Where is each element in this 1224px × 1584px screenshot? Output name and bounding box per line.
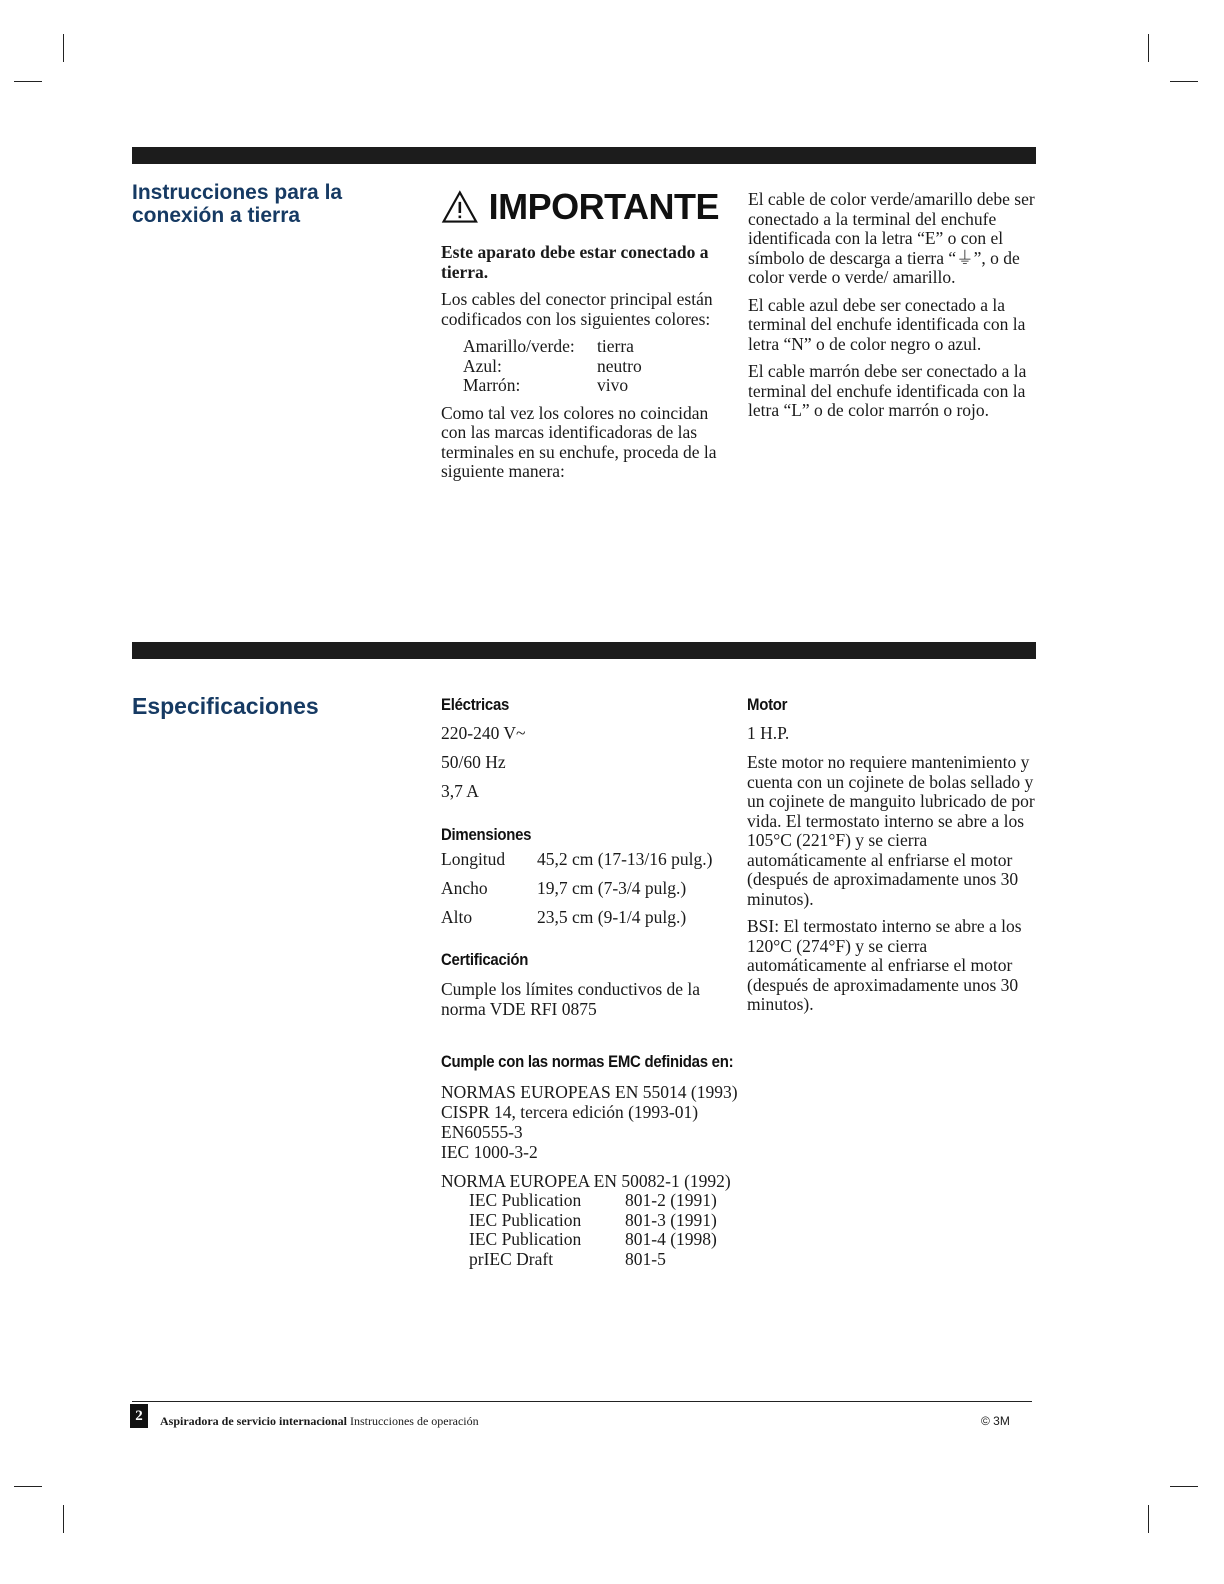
certification-heading: Certificación — [441, 950, 529, 969]
table-row — [469, 1211, 717, 1231]
motor-paragraph: BSI: El termostato interno se abre a los 120°C (274°F) y se cierra automáticamente al enfriarse el motor (después de aproximadamente unos 30 minutos). — [747, 916, 1022, 1014]
grounding-intro: Los cables del conector principal están codificados con los siguientes colores: — [441, 289, 713, 329]
dimensions-table — [441, 849, 712, 936]
crop-mark — [1170, 81, 1198, 82]
section-bar — [132, 642, 1036, 659]
publication-code: 801-4 (1998) — [625, 1229, 717, 1249]
motor-column — [747, 695, 1039, 1023]
page-number: 2 — [130, 1404, 148, 1428]
footer-product: Aspiradora de servicio internacional — [160, 1414, 347, 1428]
wire-meaning: tierra — [597, 336, 634, 356]
publication-name: IEC Publication — [469, 1229, 582, 1249]
table-row — [441, 878, 712, 907]
table-row — [463, 357, 642, 377]
table-row — [463, 337, 642, 357]
certification-text: Cumple los límites conductivos de la norma VDE RFI 0875 — [441, 979, 701, 1019]
table-row — [441, 849, 712, 878]
wiring-paragraph: El cable marrón debe ser conectado a la terminal del enchufe identificada con la letra “L” o de color marrón o rojo. — [748, 361, 1027, 420]
specs-left-column — [441, 695, 741, 1019]
electrical-heading: Eléctricas — [441, 695, 510, 714]
crop-mark — [1148, 1505, 1149, 1533]
wire-meaning: neutro — [597, 355, 642, 376]
dimension-label: Alto — [441, 907, 473, 927]
publication-name: IEC Publication — [469, 1209, 582, 1230]
crop-mark — [14, 81, 42, 82]
motor-heading: Motor — [747, 695, 788, 714]
wiring-column — [748, 190, 1038, 429]
emc-norm: NORMAS EUROPEAS EN 55014 (1993) — [441, 1082, 738, 1102]
wire-meaning: vivo — [597, 375, 629, 395]
table-row — [463, 376, 642, 396]
dimension-value: 23,5 cm (9-1/4 pulg.) — [537, 907, 687, 927]
wiring-paragraph: El cable azul debe ser conectado a la terminal del enchufe identificada con la letra “N” o de color negro o azul. — [748, 294, 1026, 354]
crop-mark — [1148, 34, 1149, 62]
dimension-value: 19,7 cm (7-3/4 pulg.) — [537, 878, 687, 898]
publication-table — [469, 1191, 717, 1269]
publication-code: 801-5 — [625, 1248, 666, 1269]
wire-color-table — [463, 337, 642, 396]
crop-mark — [1170, 1486, 1198, 1487]
table-row — [469, 1191, 717, 1211]
dimensions-heading: Dimensiones — [441, 825, 532, 844]
electrical-line: 3,7 A — [441, 781, 479, 801]
emc-norm: IEC 1000-3-2 — [441, 1142, 538, 1162]
table-row — [469, 1250, 717, 1270]
crop-mark — [63, 1505, 64, 1533]
dimension-label: Ancho — [441, 878, 488, 898]
wire-label: Azul: — [463, 355, 502, 376]
motor-paragraph: Este motor no requiere mantenimiento y cuenta con un cojinete de bolas sellado y un cojinete de manguito lubricado de por vida. El termostato interno se abre a los 105°C (221°F) y se cierra automáticamente al enfriarse el motor (después de aproximadamente unos 30 minutos). — [747, 752, 1035, 909]
dimension-label: Longitud — [441, 849, 506, 869]
grounding-lead: Este aparato debe estar conectado a tierra. — [441, 242, 709, 282]
electrical-line: 50/60 Hz — [441, 752, 506, 772]
publication-name: prIEC Draft — [469, 1248, 554, 1269]
wire-label: Marrón: — [463, 375, 521, 395]
warning-triangle-icon — [441, 187, 479, 227]
emc-norm: EN60555-3 — [441, 1122, 523, 1142]
grounding-note: Como tal vez los colores no coincidan con las marcas identificadoras de las terminales en su enchufe, proceda de la siguiente manera: — [441, 402, 717, 481]
grounding-section-title: Instrucciones para la conexión a tierra — [132, 181, 343, 228]
table-row — [441, 907, 712, 936]
emc-heading: Cumple con las normas EMC definidas en: — [441, 1052, 734, 1071]
wire-label: Amarillo/verde: — [463, 336, 575, 356]
crop-mark — [14, 1486, 42, 1487]
section-bar — [132, 147, 1036, 164]
publication-code: 801-2 (1991) — [625, 1190, 717, 1210]
emc-block — [441, 1052, 861, 1269]
specs-section-title: Especificaciones — [132, 693, 319, 719]
important-heading — [441, 186, 719, 228]
publication-name: IEC Publication — [469, 1190, 582, 1210]
footer-doc: Instrucciones de operación — [349, 1414, 479, 1428]
motor-hp: 1 H.P. — [747, 723, 790, 743]
crop-mark — [63, 34, 64, 62]
emc-norm: CISPR 14, tercera edición (1993-01) — [441, 1102, 699, 1122]
electrical-line: 220-240 V~ — [441, 723, 526, 743]
footer-title — [160, 1414, 479, 1429]
copyright: © 3M — [981, 1414, 1010, 1428]
publication-code: 801-3 (1991) — [625, 1209, 717, 1230]
wiring-paragraph: El cable de color verde/amarillo debe ser conectado a la terminal del enchufe identificada con la letra “E” o con el símbolo de descarga a tierra “⏚”, o de color verde o verde/ amarillo. — [748, 189, 1035, 287]
emc-norm-2: NORMA EUROPEA EN 50082-1 (1992) — [441, 1171, 731, 1191]
footer-rule — [132, 1401, 1032, 1402]
important-column — [441, 186, 719, 490]
table-row — [469, 1230, 717, 1250]
dimension-value: 45,2 cm (17-13/16 pulg.) — [537, 849, 713, 869]
important-label: IMPORTANTE — [488, 186, 719, 227]
